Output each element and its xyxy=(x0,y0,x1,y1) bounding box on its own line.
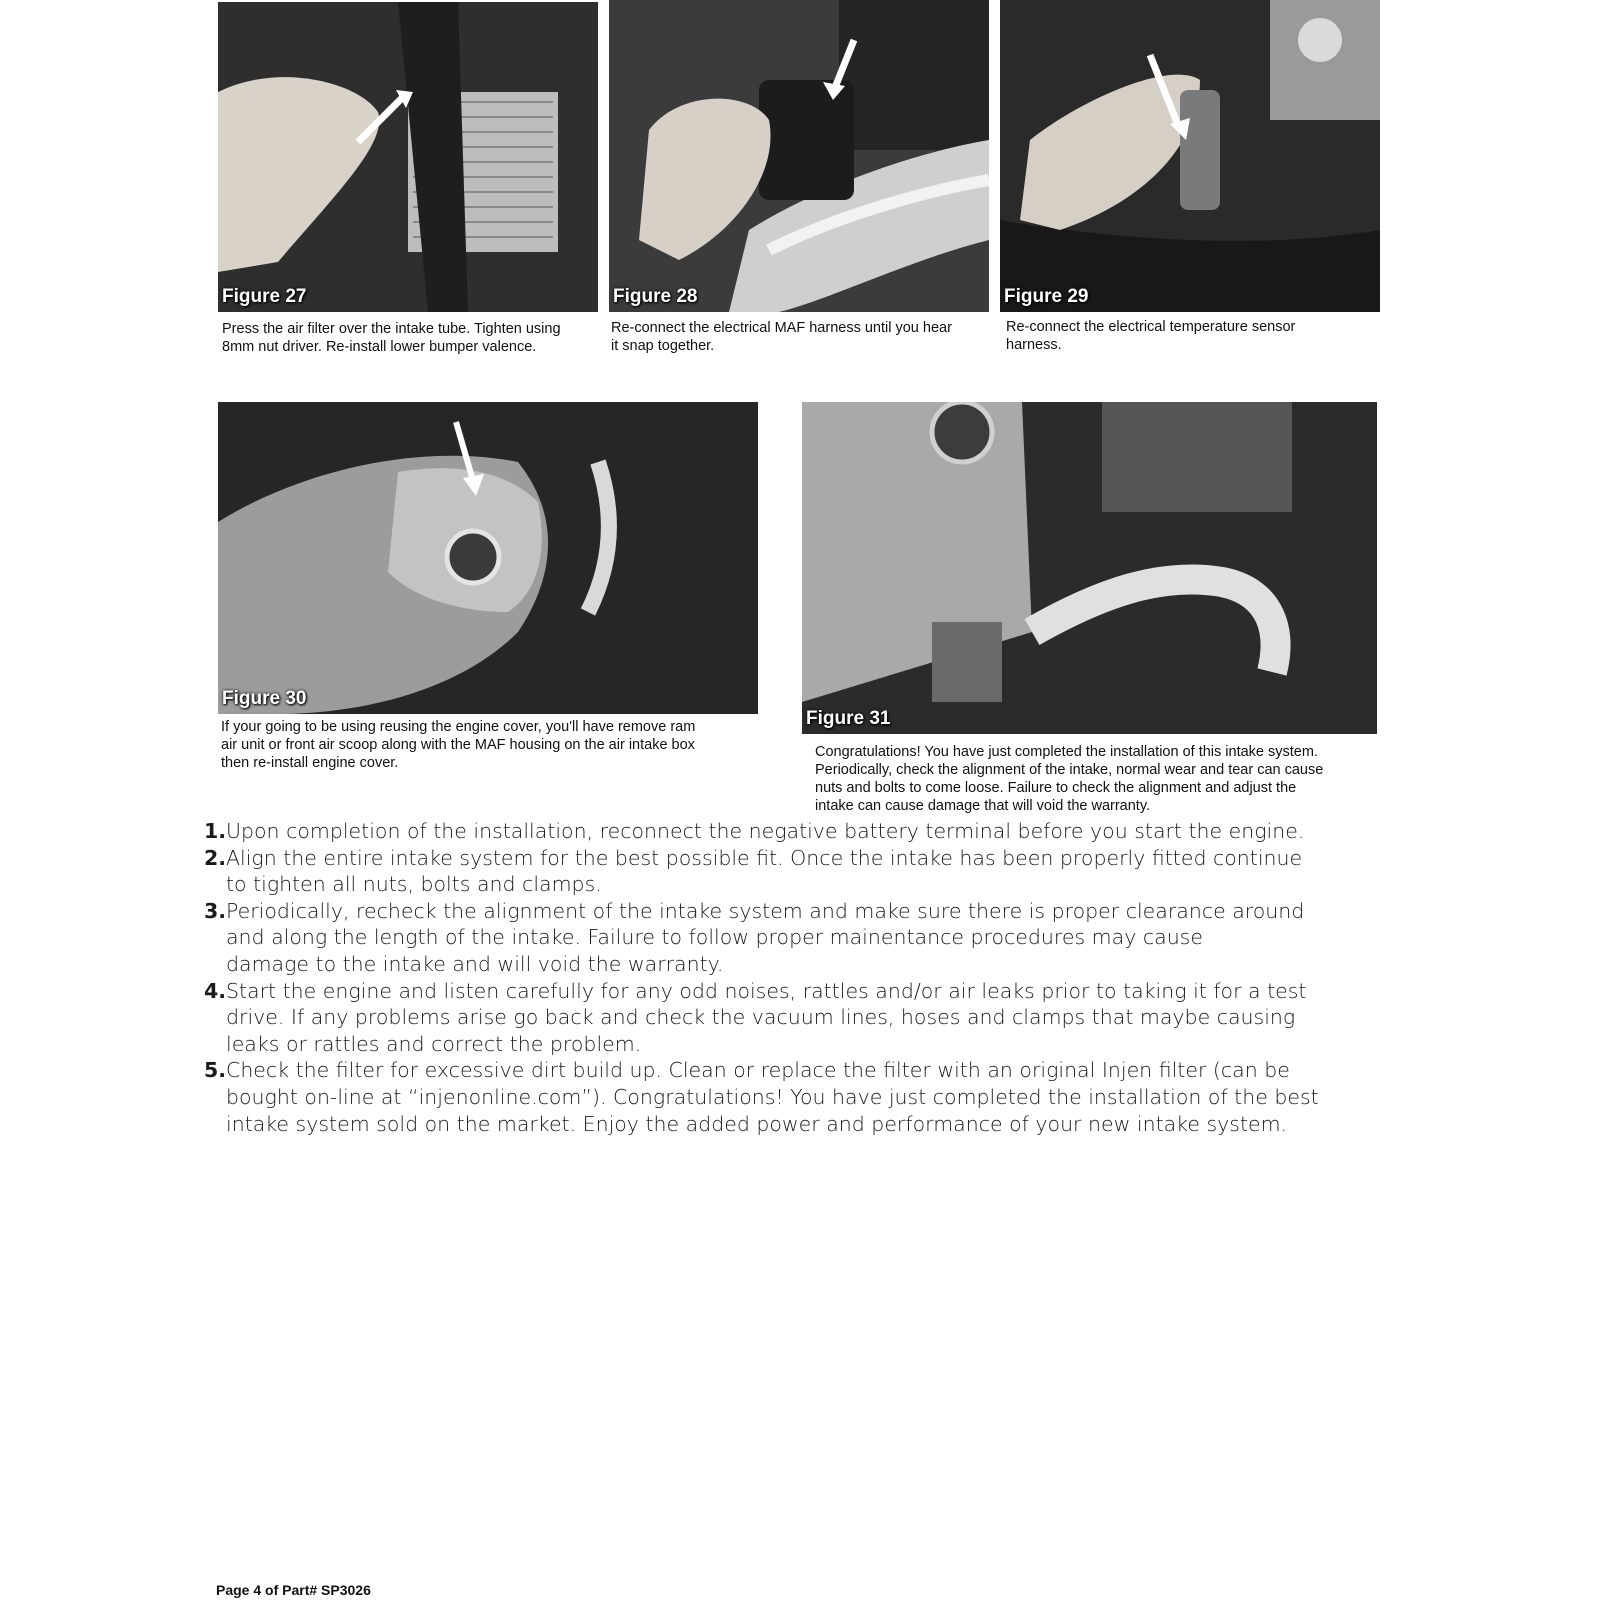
figure-29-label: Figure 29 xyxy=(1004,286,1089,307)
figure-28-caption xyxy=(611,319,991,355)
step-number: 4. xyxy=(204,978,227,1003)
figure-31 xyxy=(802,402,1377,814)
caption-line: intake can cause damage that will void the warranty. xyxy=(815,798,1151,814)
step-text: Check the filter for excessive dirt build up. Clean or replace the filter with an original Injen filter (can be xyxy=(226,1058,1290,1083)
caption-line: nuts and bolts to come loose. Failure to check the alignment and adjust the xyxy=(815,780,1297,796)
page-footer: Page 4 of Part# SP3026 xyxy=(216,1582,371,1598)
figure-28-label: Figure 28 xyxy=(613,286,698,307)
figure-27-photo xyxy=(218,2,598,312)
figure-30 xyxy=(218,402,763,782)
figure-29-caption xyxy=(1006,318,1386,354)
step-text: Start the engine and listen carefully for any odd noises, rattles and/or air leaks prior to taking it for a test xyxy=(226,978,1307,1003)
caption-line: Periodically, check the alignment of the intake, normal wear and tear can cause xyxy=(815,762,1324,778)
figure-28-photo xyxy=(609,0,989,312)
step-number: 2. xyxy=(204,845,227,870)
step-text: to tighten all nuts, bolts and clamps. xyxy=(226,872,602,897)
caption-line: then re-install engine cover. xyxy=(221,755,399,771)
step-number: 1. xyxy=(204,819,227,843)
caption-line: Re-connect the electrical temperature sensor xyxy=(1006,319,1296,335)
figure-30-label: Figure 30 xyxy=(222,688,307,709)
instruction-steps xyxy=(204,818,1414,1137)
figure-28 xyxy=(609,0,989,362)
step-text: leaks or rattles and correct the problem. xyxy=(226,1031,642,1056)
step-number: 3. xyxy=(204,898,227,923)
step-item xyxy=(204,845,1414,898)
figure-27 xyxy=(218,2,598,362)
step-text: damage to the intake and will void the warranty. xyxy=(226,951,724,976)
figure-29-photo xyxy=(1000,0,1380,312)
caption-line: Re-connect the electrical MAF harness until you hear xyxy=(611,320,952,336)
figure-31-photo xyxy=(802,402,1377,734)
step-text: and along the length of the intake. Failure to follow proper mainentance procedures may cause xyxy=(226,925,1203,950)
figure-30-caption xyxy=(221,718,761,772)
caption-line: it snap together. xyxy=(611,338,715,354)
caption-line: air unit or front air scoop along with the MAF housing on the air intake box xyxy=(221,737,695,753)
figure-31-label: Figure 31 xyxy=(806,708,891,729)
figure-27-label: Figure 27 xyxy=(222,286,307,307)
step-text: Periodically, recheck the alignment of the intake system and make sure there is proper clearance around xyxy=(226,898,1305,923)
caption-line: harness. xyxy=(1006,337,1062,353)
step-item xyxy=(204,978,1414,1058)
caption-line: Congratulations! You have just completed the installation of this intake system. xyxy=(815,744,1318,760)
step-number: 5. xyxy=(204,1058,227,1083)
caption-line: If your going to be using reusing the engine cover, you'll have remove ram xyxy=(221,719,696,735)
figure-27-caption xyxy=(222,320,602,356)
step-text: Upon completion of the installation, reconnect the negative battery terminal before you start the engine. xyxy=(226,819,1305,843)
step-text: Align the entire intake system for the best possible fit. Once the intake has been properly fitted continue xyxy=(226,845,1303,870)
step-item xyxy=(204,1057,1414,1137)
caption-line: Press the air filter over the intake tube. Tighten using xyxy=(222,321,561,337)
step-item xyxy=(204,898,1414,978)
figure-30-photo xyxy=(218,402,758,714)
step-text: bought on-line at “injenonline.com”). Congratulations! You have just completed the installation of the best xyxy=(226,1084,1319,1109)
caption-line: 8mm nut driver. Re-install lower bumper valence. xyxy=(222,339,537,355)
figure-31-caption xyxy=(815,743,1385,815)
step-item xyxy=(204,818,1414,845)
step-text: intake system sold on the market. Enjoy the added power and performance of your new intake system. xyxy=(226,1111,1288,1136)
figure-29 xyxy=(1000,0,1380,362)
step-text: drive. If any problems arise go back and check the vacuum lines, hoses and clamps that maybe causing xyxy=(226,1005,1296,1030)
